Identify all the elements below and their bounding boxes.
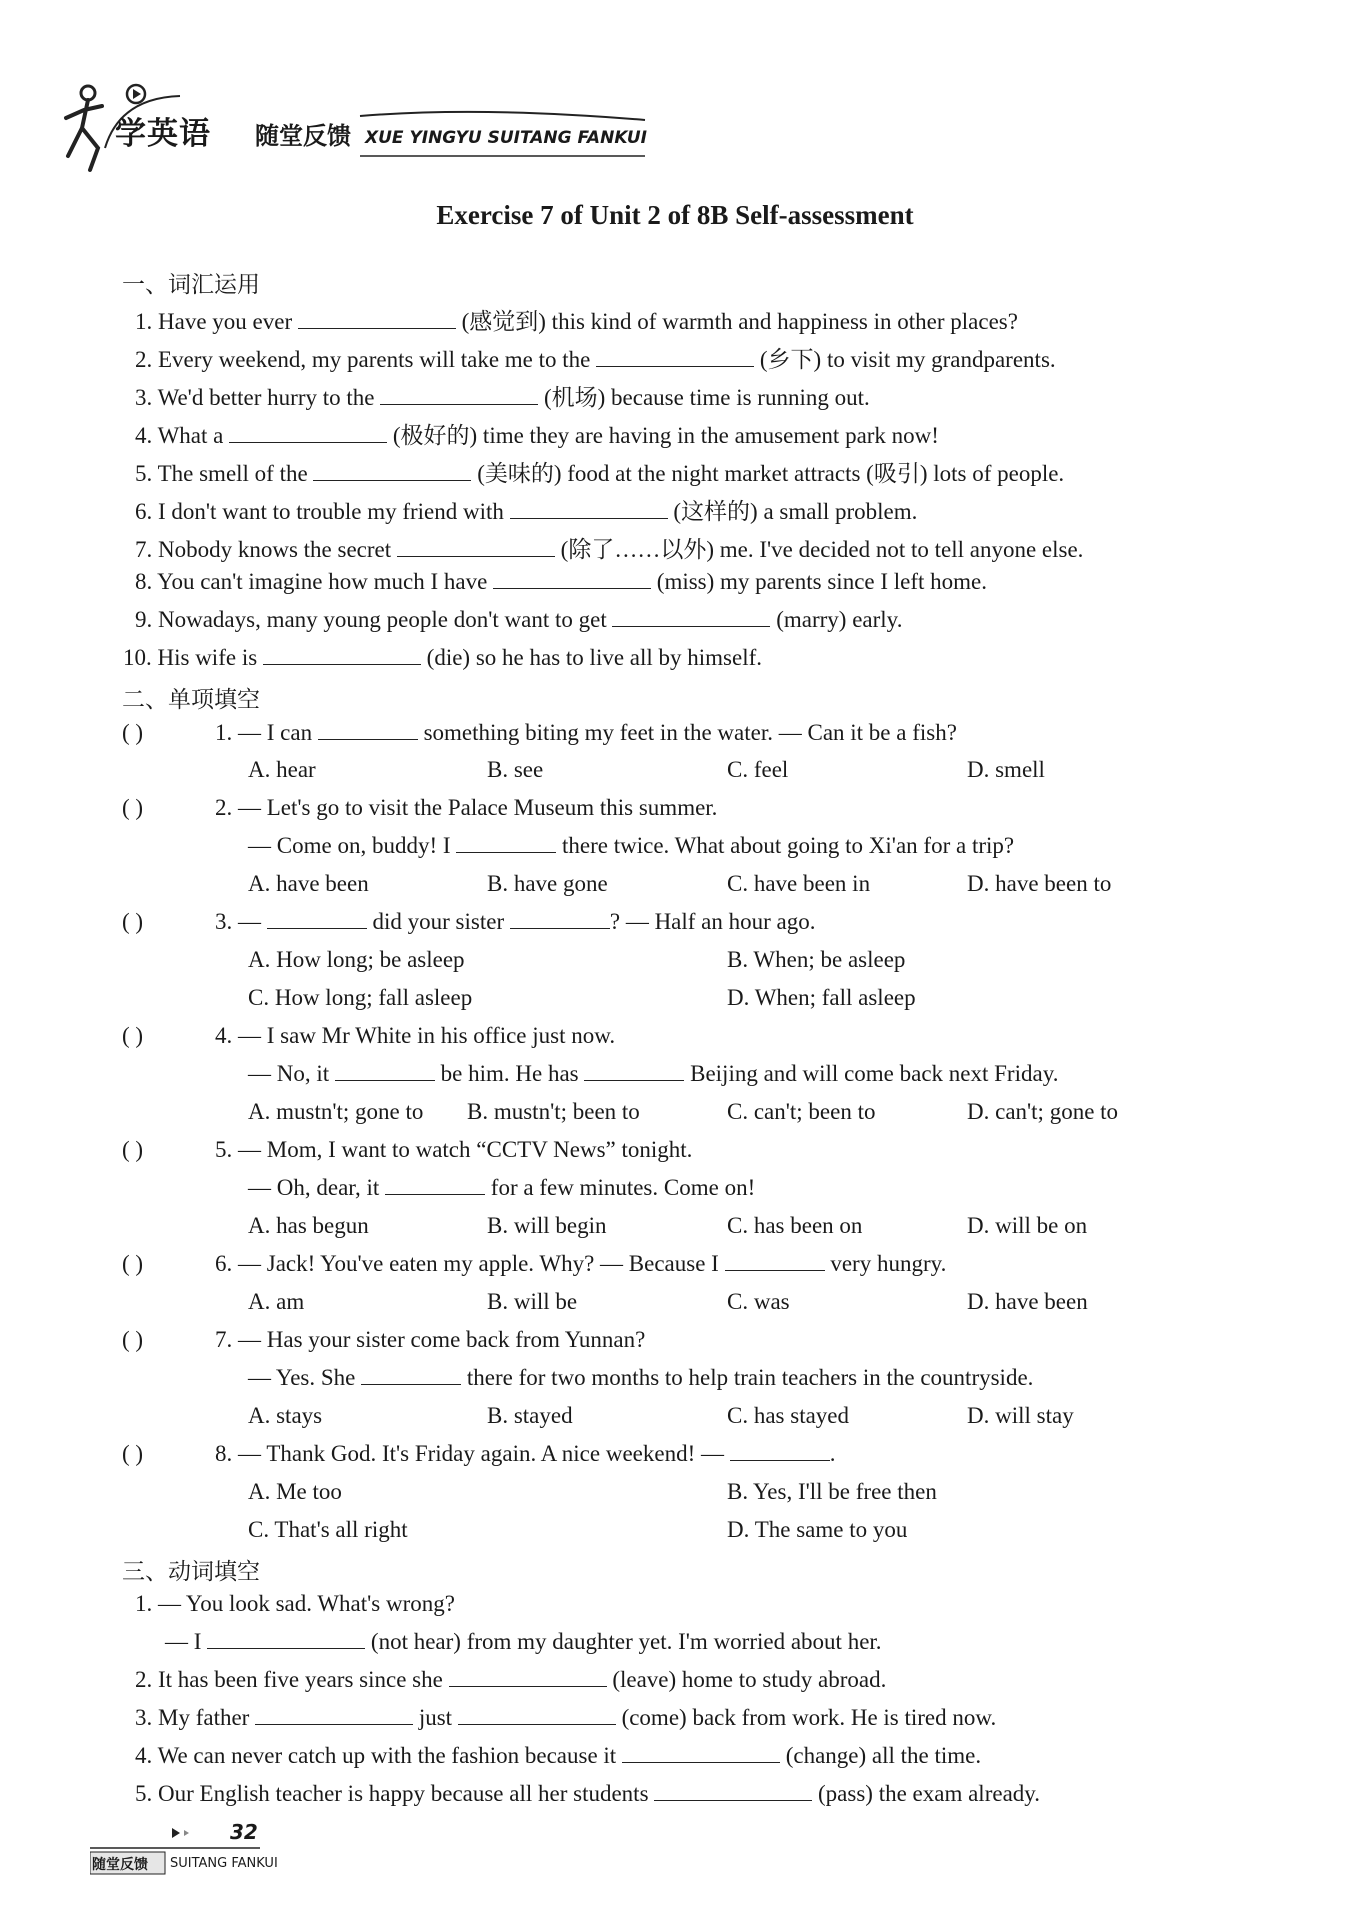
answer-blank[interactable] [654,1782,812,1801]
answer-blank[interactable] [458,1706,616,1725]
answer-blank[interactable] [318,721,418,740]
footer-zh: 随堂反馈 [92,1857,148,1873]
choice-q2: 2. — Let's go to visit the Palace Museum this summer. [215,795,718,820]
option-a[interactable]: A. mustn't; gone to [248,1099,424,1124]
option-c[interactable]: C. has stayed [727,1403,850,1428]
answer-blank[interactable] [229,424,387,443]
answer-blank[interactable] [397,538,555,557]
verb-item-1-line2: — I (not hear) from my daughter yet. I'm worried about her. [165,1629,882,1654]
answer-blank[interactable] [584,1062,684,1081]
footer-en: SUITANG FANKUI [170,1856,278,1871]
vocab-item-7: 7. Nobody knows the secret (除了……以外) me. I've decided not to tell anyone else. [135,537,1084,562]
answer-blank[interactable] [380,386,538,405]
option-a[interactable]: A. How long; be asleep [248,947,465,972]
answer-blank[interactable] [385,1176,485,1195]
option-c[interactable]: C. has been on [727,1213,863,1238]
verb-item-1: 1. — You look sad. What's wrong? [135,1591,455,1616]
answer-paren[interactable]: ( ) [122,720,144,745]
answer-blank[interactable] [267,910,367,929]
answer-paren[interactable]: ( ) [122,1137,144,1162]
verb-item-5: 5. Our English teacher is happy because all her students (pass) the exam already. [135,1781,1041,1806]
choice-q4-line2: — No, it be him. He has Beijing and will come back next Friday. [248,1061,1059,1086]
verb-item-3: 3. My father just (come) back from work. He is tired now. [135,1705,997,1730]
option-d[interactable]: D. can't; gone to [967,1099,1119,1124]
choice-q5-line2: — Oh, dear, it for a few minutes. Come on! [248,1175,756,1200]
option-c[interactable]: C. feel [727,757,789,782]
vocab-item-3: 3. We'd better hurry to the (机场) because time is running out. [135,385,870,410]
answer-blank[interactable] [298,310,456,329]
option-b[interactable]: B. mustn't; been to [467,1099,640,1124]
answer-blank[interactable] [263,646,421,665]
vocab-item-2: 2. Every weekend, my parents will take me to the (乡下) to visit my grandparents. [135,347,1056,372]
section-heading-choice: 二、单项填空 [122,687,260,713]
vocab-item-4: 4. What a (极好的) time they are having in the amusement park now! [135,423,939,448]
option-c[interactable]: C. can't; been to [727,1099,876,1124]
option-a[interactable]: A. Me too [248,1479,342,1504]
choice-q3: 3. — did your sister ? — Half an hour ago. [215,909,816,934]
answer-blank[interactable] [207,1630,365,1649]
option-b[interactable]: B. have gone [487,871,608,896]
answer-blank[interactable] [335,1062,435,1081]
option-a[interactable]: A. stays [248,1403,323,1428]
brand-zh: 学英语 [115,116,211,152]
vocab-item-10: 10. His wife is (die) so he has to live all by himself. [123,645,763,670]
answer-paren[interactable]: ( ) [122,1327,144,1352]
brand-zh2: 随堂反馈 [255,122,351,150]
section-heading-vocab: 一、词汇运用 [122,272,260,298]
choice-q2-line2: — Come on, buddy! I there twice. What about going to Xi'an for a trip? [248,833,1015,858]
vocab-item-5: 5. The smell of the (美味的) food at the night market attracts (吸引) lots of people. [135,461,1065,486]
answer-blank[interactable] [493,570,651,589]
answer-blank[interactable] [361,1366,461,1385]
answer-blank[interactable] [510,500,668,519]
vocab-item-9: 9. Nowadays, many young people don't want to get (marry) early. [135,607,903,632]
answer-blank[interactable] [622,1744,780,1763]
option-b[interactable]: B. see [487,757,544,782]
answer-blank[interactable] [255,1706,413,1725]
option-b[interactable]: B. stayed [487,1403,573,1428]
verb-item-4: 4. We can never catch up with the fashion because it (change) all the time. [135,1743,982,1768]
answer-blank[interactable] [730,1442,830,1461]
answer-paren[interactable]: ( ) [122,1441,144,1466]
answer-paren[interactable]: ( ) [122,909,144,934]
answer-blank[interactable] [449,1668,607,1687]
header-logo [60,78,660,178]
answer-paren[interactable]: ( ) [122,1251,144,1276]
option-b[interactable]: B. When; be asleep [727,947,906,972]
option-d[interactable]: D. The same to you [727,1517,908,1542]
choice-q7-line2: — Yes. She there for two months to help train teachers in the countryside. [248,1365,1034,1390]
option-c[interactable]: C. How long; fall asleep [248,985,473,1010]
option-c[interactable]: C. have been in [727,871,871,896]
choice-q7: 7. — Has your sister come back from Yunnan? [215,1327,646,1352]
vocab-item-6: 6. I don't want to trouble my friend with (这样的) a small problem. [135,499,918,524]
brand-pinyin: XUE YINGYU SUITANG FANKUI [365,128,648,148]
choice-q4: 4. — I saw Mr White in his office just now. [215,1023,616,1048]
option-c[interactable]: C. was [727,1289,790,1314]
page-title: Exercise 7 of Unit 2 of 8B Self-assessment [436,200,914,230]
option-d[interactable]: D. smell [967,757,1045,782]
choice-q8: 8. — Thank God. It's Friday again. A nice weekend! — . [215,1441,836,1466]
page-number: 32 [230,1820,258,1844]
option-b[interactable]: B. will begin [487,1213,607,1238]
choice-q1: 1. — I can something biting my feet in the water. — Can it be a fish? [215,720,957,745]
option-d[interactable]: D. will be on [967,1213,1088,1238]
option-c[interactable]: C. That's all right [248,1517,408,1542]
answer-paren[interactable]: ( ) [122,1023,144,1048]
option-a[interactable]: A. am [248,1289,305,1314]
option-a[interactable]: A. has begun [248,1213,369,1238]
option-a[interactable]: A. have been [248,871,369,896]
choice-q6: 6. — Jack! You've eaten my apple. Why? — Because I very hungry. [215,1251,947,1276]
answer-blank[interactable] [612,608,770,627]
option-a[interactable]: A. hear [248,757,316,782]
answer-blank[interactable] [725,1252,825,1271]
page-footer [90,1820,390,1880]
verb-item-2: 2. It has been five years since she (leave) home to study abroad. [135,1667,887,1692]
option-d[interactable]: D. have been to [967,871,1112,896]
option-b[interactable]: B. will be [487,1289,578,1314]
answer-paren[interactable]: ( ) [122,795,144,820]
option-b[interactable]: B. Yes, I'll be free then [727,1479,937,1504]
vocab-item-8: 8. You can't imagine how much I have (miss) my parents since I left home. [135,569,988,594]
choice-q5: 5. — Mom, I want to watch “CCTV News” tonight. [215,1137,693,1162]
option-d[interactable]: D. When; fall asleep [727,985,916,1010]
option-d[interactable]: D. will stay [967,1403,1074,1428]
answer-blank[interactable] [456,834,556,853]
answer-blank[interactable] [596,348,754,367]
answer-blank[interactable] [510,910,610,929]
vocab-item-1: 1. Have you ever (感觉到) this kind of warmth and happiness in other places? [135,309,1018,334]
answer-blank[interactable] [313,462,471,481]
section-heading-verbs: 三、动词填空 [122,1559,260,1585]
option-d[interactable]: D. have been [967,1289,1088,1314]
